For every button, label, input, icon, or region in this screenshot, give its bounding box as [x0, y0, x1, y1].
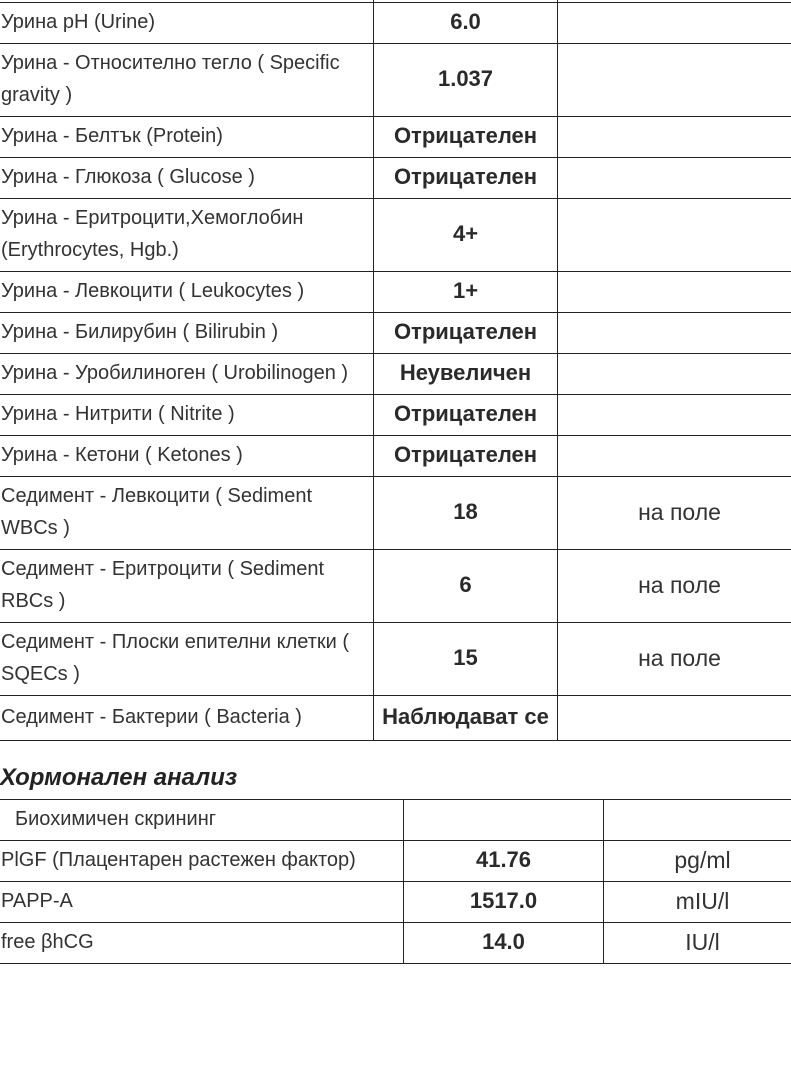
test-unit	[558, 44, 791, 117]
test-unit	[558, 158, 791, 199]
test-unit	[558, 436, 791, 477]
hormone-results-table	[0, 799, 791, 964]
test-name: Урина - Глюкоза ( Glucose )	[0, 158, 374, 199]
test-value: 15	[374, 623, 558, 696]
table-row	[0, 44, 791, 117]
table-row	[0, 623, 791, 696]
test-unit: IU/l	[604, 923, 791, 964]
test-name: Урина - Левкоцити ( Leukocytes )	[0, 272, 374, 313]
test-value: Отрицателен	[374, 313, 558, 354]
table-row	[0, 117, 791, 158]
test-value: Наблюдават се	[374, 696, 558, 741]
table-row	[0, 882, 791, 923]
test-unit: на поле	[558, 550, 791, 623]
test-unit	[558, 199, 791, 272]
test-unit	[604, 800, 791, 841]
table-row	[0, 354, 791, 395]
test-value: Отрицателен	[374, 395, 558, 436]
table-row	[0, 800, 791, 841]
test-name: Урина pH (Urine)	[0, 3, 374, 44]
test-unit: на поле	[558, 477, 791, 550]
test-value: Отрицателен	[374, 158, 558, 199]
test-value: 6.0	[374, 3, 558, 44]
table-row	[0, 550, 791, 623]
section-title-hormonal-analysis: Хормонален анализ	[0, 764, 238, 791]
test-value: 6	[374, 550, 558, 623]
test-name: Урина - Уробилиноген ( Urobilinogen )	[0, 354, 374, 395]
test-value: Отрицателен	[374, 117, 558, 158]
table-row	[0, 3, 791, 44]
test-unit: mIU/l	[604, 882, 791, 923]
test-name: Урина - Белтък (Protein)	[0, 117, 374, 158]
subheader-biochemical-screening: Биохимичен скрининг	[0, 800, 404, 841]
test-name: Седимент - Левкоцити ( Sediment WBCs )	[0, 477, 374, 550]
table-row	[0, 272, 791, 313]
test-unit	[558, 395, 791, 436]
test-unit	[558, 354, 791, 395]
test-value: 1.037	[374, 44, 558, 117]
test-value: 1+	[374, 272, 558, 313]
test-name: Седимент - Плоски епителни клетки ( SQECs )	[0, 623, 374, 696]
test-name: PlGF (Плацентарен растежен фактор)	[0, 841, 404, 882]
test-unit: на поле	[558, 623, 791, 696]
test-name: Седимент - Бактерии ( Bacteria )	[0, 696, 374, 741]
test-name: Урина - Кетони ( Ketones )	[0, 436, 374, 477]
table-row	[0, 395, 791, 436]
table-row	[0, 696, 791, 741]
test-value: 14.0	[404, 923, 604, 964]
test-unit	[558, 3, 791, 44]
test-name: Седимент - Еритроцити ( Sediment RBCs )	[0, 550, 374, 623]
test-value	[404, 800, 604, 841]
table-row	[0, 436, 791, 477]
test-name: Урина - Относително тегло ( Specific gravity )	[0, 44, 374, 117]
test-value: 41.76	[404, 841, 604, 882]
table-row	[0, 313, 791, 354]
test-value: 1517.0	[404, 882, 604, 923]
test-unit	[558, 117, 791, 158]
test-value: 18	[374, 477, 558, 550]
test-name: free βhCG	[0, 923, 404, 964]
test-value: Отрицателен	[374, 436, 558, 477]
test-value: Неувеличен	[374, 354, 558, 395]
table-row	[0, 923, 791, 964]
test-name: Урина - Еритроцити,Хемоглобин (Erythrocytes, Hgb.)	[0, 199, 374, 272]
table-row	[0, 841, 791, 882]
test-value: 4+	[374, 199, 558, 272]
table-row	[0, 158, 791, 199]
test-unit	[558, 313, 791, 354]
test-unit: pg/ml	[604, 841, 791, 882]
test-unit	[558, 272, 791, 313]
test-unit	[558, 696, 791, 741]
table-row	[0, 477, 791, 550]
test-name: Урина - Билирубин ( Bilirubin )	[0, 313, 374, 354]
test-name: Урина - Нитрити ( Nitrite )	[0, 395, 374, 436]
table-row	[0, 199, 791, 272]
test-name: PAPP-A	[0, 882, 404, 923]
